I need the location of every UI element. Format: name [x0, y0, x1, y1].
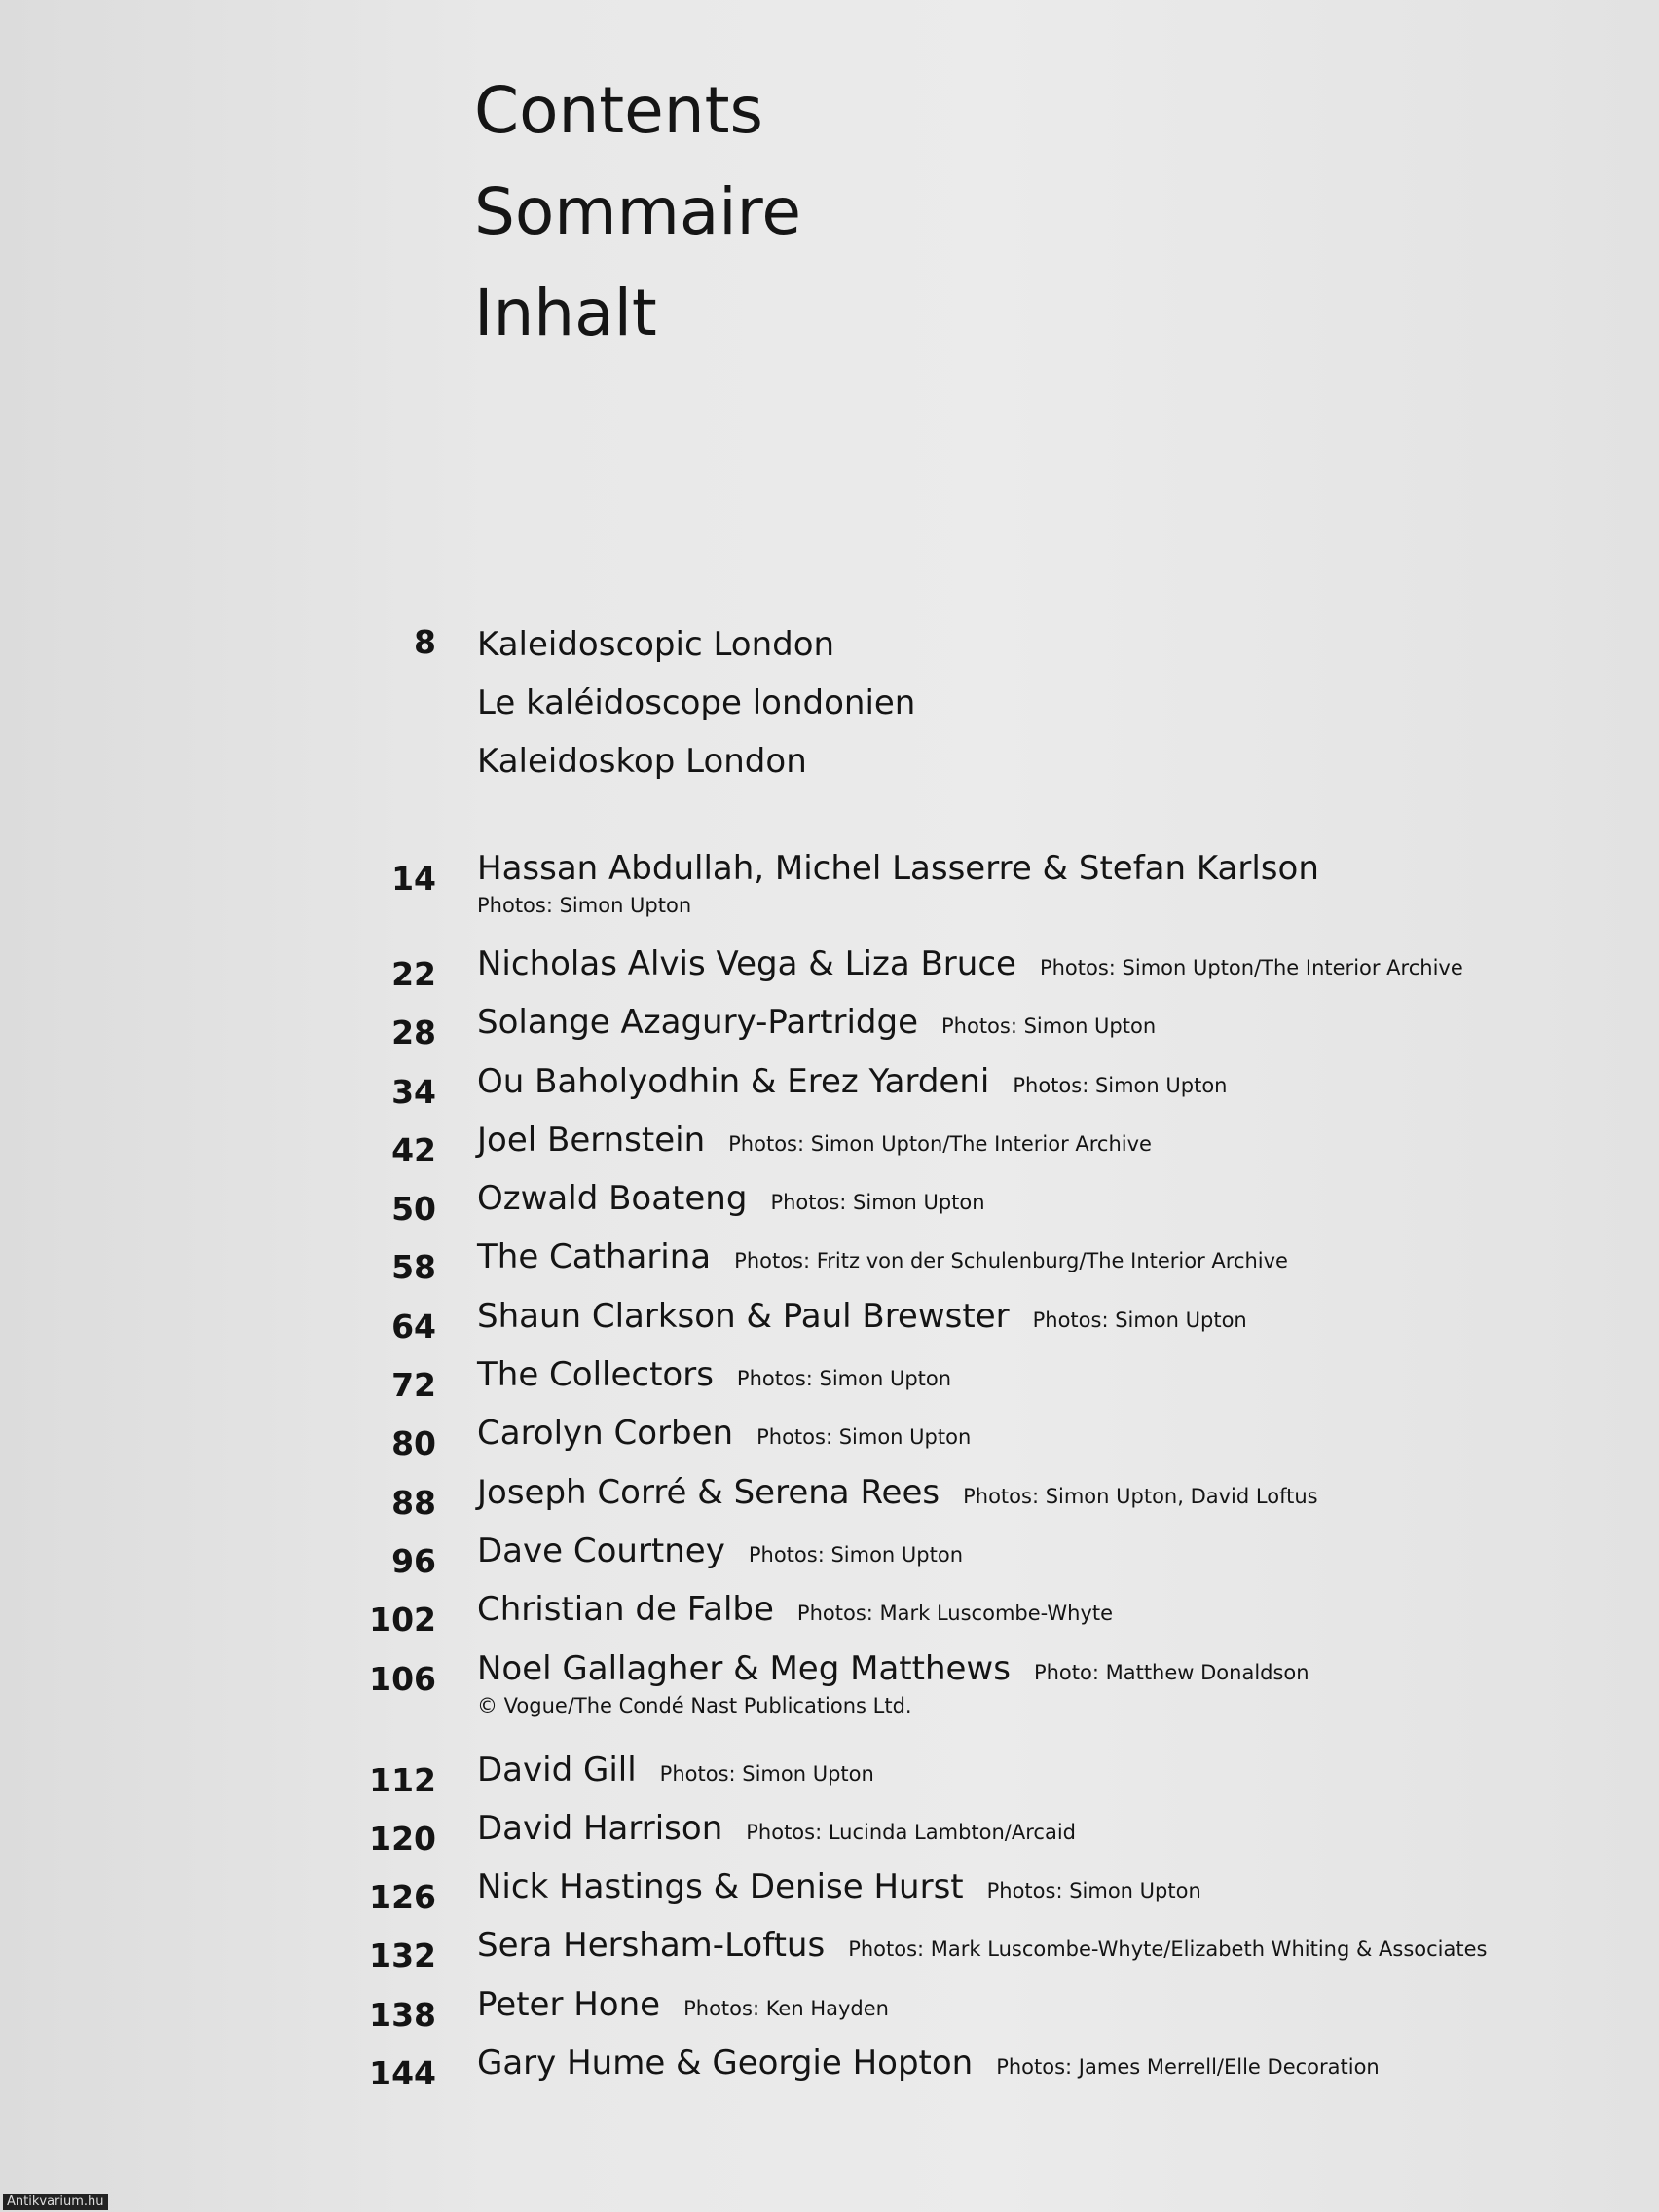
- entry-title: Christian de Falbe: [477, 1590, 774, 1630]
- entry-title: David Harrison: [477, 1808, 723, 1848]
- intro-title-french: Le kaléidoscope londonien: [477, 683, 916, 722]
- photo-credit: Photos: Simon Upton: [941, 1014, 1157, 1039]
- entry-title: Noel Gallagher & Meg Matthews: [477, 1648, 1011, 1688]
- photo-credit: Photos: Fritz von der Schulenburg/The Interior Archive: [734, 1249, 1288, 1273]
- toc-entry: [360, 1751, 1626, 1809]
- page-number: 28: [391, 1014, 436, 1052]
- page-number: 132: [369, 1936, 436, 1975]
- toc-list: [360, 849, 1626, 2102]
- title-english: Contents: [474, 73, 763, 148]
- toc-entry: [360, 1062, 1626, 1121]
- toc-entry: [360, 1926, 1626, 1984]
- photo-credit: Photos: James Merrell/Elle Decoration: [996, 2055, 1380, 2080]
- photo-credit: Photos: Simon Upton/The Interior Archive: [1039, 956, 1463, 979]
- entry-title: Solange Azagury-Partridge: [477, 1003, 918, 1043]
- page-number: 96: [391, 1541, 436, 1580]
- photo-credit: Photos: Simon Upton: [736, 1367, 952, 1391]
- photo-credit: Photos: Simon Upton/The Interior Archive: [728, 1131, 1152, 1156]
- entry-title: Nick Hastings & Denise Hurst: [477, 1867, 964, 1907]
- toc-entry: [360, 1297, 1626, 1355]
- entry-title: Hassan Abdullah, Michel Lasserre & Stefan Karlson: [477, 849, 1319, 888]
- toc-entry: [360, 1237, 1626, 1296]
- entry-title: Nicholas Alvis Vega & Liza Bruce: [477, 944, 1016, 983]
- title-french: Sommaire: [474, 174, 801, 249]
- page-number: 106: [369, 1659, 436, 1698]
- toc-entry: [360, 1355, 1626, 1414]
- toc-entry: [360, 1414, 1626, 1472]
- photo-credit-line: Photos: Simon Upton: [477, 894, 692, 917]
- toc-entry: [360, 1985, 1626, 2044]
- toc-entry: [360, 1809, 1626, 1867]
- entry-title: The Catharina: [477, 1237, 712, 1277]
- entry-title: Sera Hersham-Loftus: [477, 1926, 826, 1966]
- entry-title: Joseph Corré & Serena Rees: [477, 1472, 940, 1512]
- page-number: 126: [369, 1878, 436, 1917]
- page-number: 88: [391, 1483, 436, 1522]
- toc-entry: [360, 1590, 1626, 1648]
- toc-entry: [360, 1121, 1626, 1179]
- toc-entry: [360, 1531, 1626, 1590]
- toc-entry: [360, 1179, 1626, 1237]
- entry-title: Shaun Clarkson & Paul Brewster: [477, 1296, 1010, 1336]
- contents-heading: [474, 60, 801, 364]
- toc-entry: [360, 944, 1626, 1003]
- page-number: 112: [369, 1760, 436, 1799]
- entry-title: Carolyn Corben: [477, 1414, 734, 1454]
- entry-title: Joel Bernstein: [477, 1120, 706, 1160]
- photo-credit: Photo: Matthew Donaldson: [1033, 1660, 1309, 1684]
- toc-entry: [360, 849, 1626, 944]
- page-number: 72: [391, 1366, 436, 1405]
- photo-credit: Photos: Mark Luscombe-Whyte: [796, 1602, 1114, 1626]
- photo-credit: Photos: Simon Upton: [986, 1879, 1201, 1903]
- page-number: 64: [391, 1307, 436, 1346]
- toc-entry: [360, 1649, 1626, 1751]
- page-number: 102: [369, 1601, 436, 1640]
- page-number: 34: [391, 1072, 436, 1111]
- entry-title: Peter Hone: [477, 1984, 661, 2024]
- intro-title-english: Kaleidoscopic London: [477, 625, 835, 664]
- watermark: Antikvarium.hu: [3, 2194, 108, 2210]
- intro-title-german: Kaleidoskop London: [477, 742, 807, 781]
- photo-credit: Photos: Lucinda Lambton/Arcaid: [746, 1820, 1076, 1844]
- page-number: 58: [391, 1248, 436, 1287]
- page-number: 50: [391, 1190, 436, 1229]
- toc-entry: [360, 1867, 1626, 1926]
- page-number: 138: [369, 1995, 436, 2034]
- entry-title: Ou Baholyodhin & Erez Yardeni: [477, 1061, 990, 1101]
- photo-credit: Photos: Simon Upton: [659, 1761, 874, 1786]
- photo-credit: Photos: Ken Hayden: [683, 1996, 889, 2020]
- entry-title: Dave Courtney: [477, 1530, 725, 1570]
- photo-credit: Photos: Simon Upton: [748, 1542, 964, 1567]
- toc-entry: [360, 1473, 1626, 1531]
- toc-entry: [360, 2044, 1626, 2102]
- entry-title: The Collectors: [477, 1355, 714, 1395]
- page-number: 8: [414, 623, 436, 661]
- photo-credit: Photos: Simon Upton: [756, 1425, 972, 1450]
- page-number: 42: [391, 1130, 436, 1169]
- photo-credit: Photos: Simon Upton, David Loftus: [963, 1484, 1318, 1508]
- photo-credit-line: © Vogue/The Condé Nast Publications Ltd.: [477, 1693, 912, 1717]
- entry-title: David Gill: [477, 1750, 637, 1789]
- page-number: 144: [369, 2054, 436, 2093]
- page-number: 120: [369, 1819, 436, 1858]
- page-number: 14: [391, 860, 436, 898]
- entry-title: Gary Hume & Georgie Hopton: [477, 2044, 974, 2083]
- photo-credit: Photos: Simon Upton: [1032, 1308, 1247, 1332]
- page-number: 80: [391, 1424, 436, 1463]
- photo-credit: Photos: Simon Upton: [770, 1191, 985, 1215]
- photo-credit: Photos: Mark Luscombe-Whyte/Elizabeth Whiting & Associates: [848, 1937, 1488, 1962]
- page-number: 22: [391, 955, 436, 993]
- entry-title: Ozwald Boateng: [477, 1179, 748, 1219]
- toc-entry: [360, 1003, 1626, 1061]
- title-german: Inhalt: [474, 276, 657, 350]
- photo-credit: Photos: Simon Upton: [1013, 1073, 1228, 1097]
